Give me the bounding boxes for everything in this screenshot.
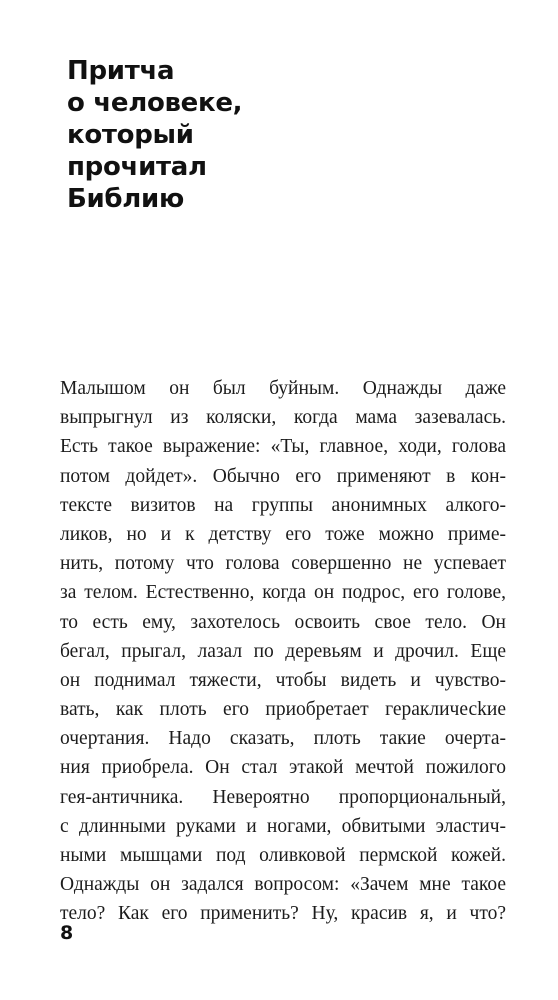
text-line: очертания. Надо сказать, плоть такие очерта- bbox=[60, 728, 506, 750]
text-line: ния приобрела. Он стал этакой мечтой пожилого bbox=[60, 757, 506, 779]
text-line: с длинными руками и ногами, обвитыми эластич- bbox=[60, 815, 506, 837]
text-line: гея-античника. Невероятно пропорциональный, bbox=[60, 786, 506, 808]
text-line: Однажды он задался вопросом: «Зачем мне такое bbox=[60, 874, 506, 896]
text-line: он поднимал тяжести, чтобы видеть и чувство- bbox=[60, 669, 506, 691]
text-line: потом дойдет». Обычно его применяют в кон- bbox=[60, 465, 506, 487]
text-line: тексте визитов на группы анонимных алкого- bbox=[60, 494, 506, 516]
text-line: нить, потому что голова совершенно не успевает bbox=[60, 553, 506, 575]
chapter-title-line: о человеке, bbox=[67, 88, 243, 118]
chapter-title-line: который bbox=[67, 120, 194, 150]
page-number: 8 bbox=[60, 922, 74, 944]
text-line: тело? Как его применить? Ну, красив я, и что? bbox=[60, 903, 506, 925]
chapter-title-line: прочитал bbox=[67, 152, 207, 182]
chapter-title-line: Библию bbox=[67, 184, 184, 214]
chapter-title-line: Притча bbox=[67, 56, 175, 86]
text-line: Малышом он был буйным. Однажды даже bbox=[60, 378, 506, 399]
text-line: то есть ему, захотелось освоить свое тело. Он bbox=[60, 611, 506, 633]
text-line: бегал, прыгал, лазал по деревьям и дрочил. Еще bbox=[60, 640, 506, 662]
text-line: ликов, но и к детству его тоже можно приме- bbox=[60, 523, 506, 545]
text-line: ными мышцами под оливковой пермской кожей. bbox=[60, 845, 506, 866]
text-line: Есть такое выражение: «Ты, главное, ходи, голова bbox=[60, 436, 506, 458]
text-line: выпрыгнул из коляски, когда мама зазевалась. bbox=[60, 407, 506, 429]
text-line: за телом. Естественно, когда он подрос, его голове, bbox=[60, 582, 506, 604]
text-line: вать, как плоть его приобретает геракличесkие bbox=[60, 699, 506, 721]
body-paragraph bbox=[60, 374, 506, 929]
chapter-title bbox=[67, 55, 242, 215]
